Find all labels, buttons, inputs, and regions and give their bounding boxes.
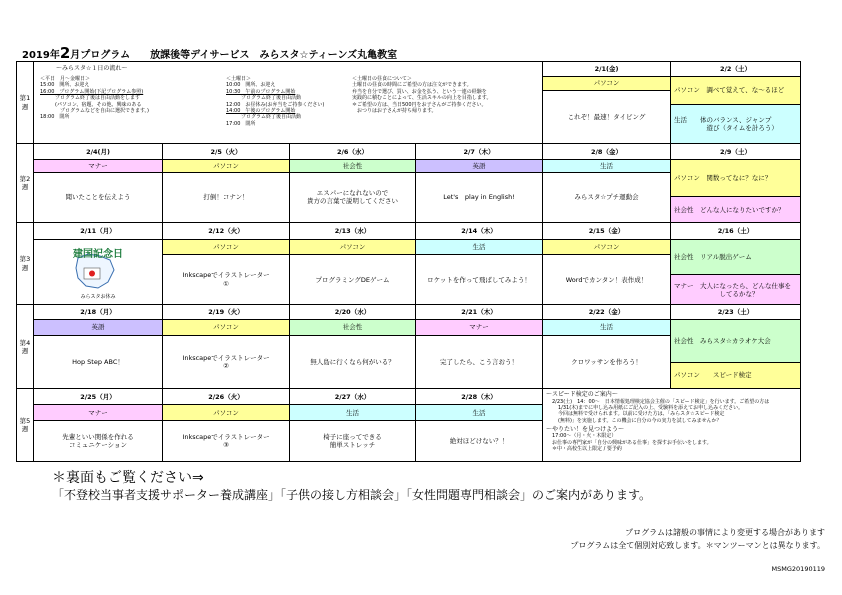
weekday-schedule: ＜平日 月～金曜日＞ 15:00 開所、お迎え 16:00 プログラム開始(下記プログラム参照) プログラム終了後は自由活動をします (パソコン、宿題、その他、興味のある プログラムなどを自由に選択できます。) 18:00 閉所 [40, 76, 150, 121]
category-2-20: 社会性 [290, 320, 416, 336]
activity-2-6: エスパーになれないので 貴方の言葉で説明してください [290, 172, 416, 222]
week-label-2: 第2週 [17, 144, 34, 223]
saturday-am-2-16: 社会性 リアル脱出ゲーム [671, 240, 801, 275]
category-2-12: パソコン [163, 240, 290, 255]
back-page-note: ＊裏面もご覧ください⇒ [52, 470, 204, 486]
category-2-15: パソコン [543, 240, 671, 255]
category-2-6: 社会性 [290, 160, 416, 173]
activity-2-26: Inkscapeでイラストレーター ③ [163, 421, 290, 462]
date-2-20: 2/20（水） [290, 305, 416, 320]
activity-2-4: 聞いたことを伝えよう [34, 172, 163, 222]
date-2-2: 2/2（土） [671, 62, 801, 77]
saturday-pm-2-9: 社会性 どんな人になりたいですか？ [671, 197, 801, 223]
activity-2-13: プログラミングDEゲーム [290, 255, 416, 305]
date-2-9: 2/9（土） [671, 144, 801, 160]
document-code: MSMG20190119 [771, 565, 825, 573]
footer-notice-2: プログラムは全て個別対応致します。＊マンツーマンとは異なります。 [570, 541, 825, 550]
category-2-4: マナー [34, 160, 163, 173]
activity-2-25: 先輩といい関係を作れる コミュニケーション [34, 421, 163, 462]
week-label-4: 第4週 [17, 305, 34, 389]
category-2-18: 英語 [34, 320, 163, 336]
category-2-13: パソコン [290, 240, 416, 255]
category-2-19: パソコン [163, 320, 290, 336]
flow-title: ～みらスタ☆１日の流れ～ [56, 65, 128, 72]
saturday-am-2-2: パソコン 調べて覚えて、な～るほど [671, 76, 801, 104]
date-2-27: 2/27（水） [290, 389, 416, 405]
date-2-25: 2/25（月） [34, 389, 163, 405]
activity-2-18: Hop Step ABC！ [34, 336, 163, 389]
date-2-4: 2/4(月) [34, 144, 163, 160]
activity-2-12: Inkscapeでイラストレーター ① [163, 255, 290, 305]
category-2-8: 生活 [543, 160, 671, 173]
activity-2-15: Wordでカンタン！表作成！ [543, 255, 671, 305]
category-2-27: 生活 [290, 405, 416, 421]
week-label-1: 第1週 [17, 62, 34, 144]
category-2-1: パソコン [543, 76, 671, 90]
date-2-26: 2/26（火） [163, 389, 290, 405]
saturday-am-2-23: 社会性 みらスタ☆カラオケ大会 [671, 320, 801, 363]
yaritai-title: ～やりたい！を見つけよう～ [546, 425, 625, 433]
week-label-5: 第5週 [17, 389, 34, 462]
date-2-19: 2/19（火） [163, 305, 290, 320]
category-2-25: マナー [34, 405, 163, 421]
category-2-22: 生活 [543, 320, 671, 336]
title-facility: みらスタ☆ティーンズ丸亀教室 [259, 50, 398, 61]
holiday-illustration [68, 244, 128, 294]
date-2-22: 2/22（金） [543, 305, 671, 320]
speed-test-title: ～スピード検定のご案内～ [546, 391, 618, 399]
category-2-14: 生活 [416, 240, 543, 255]
date-2-1: 2/1(金) [543, 62, 671, 77]
activity-2-28: 絶対ほどけない？！ [416, 421, 543, 462]
date-2-21: 2/21（木） [416, 305, 543, 320]
date-2-6: 2/6（水） [290, 144, 416, 160]
category-2-7: 英語 [416, 160, 543, 173]
title-year: 2019年 [22, 50, 60, 61]
saturday-pm-2-16: マナー 大人になったら、どんな仕事を してるかな？ [671, 275, 801, 305]
date-2-13: 2/13（水） [290, 223, 416, 240]
date-2-15: 2/15（金） [543, 223, 671, 240]
activity-2-8: みらスタ☆プチ運動会 [543, 172, 671, 222]
category-2-5: パソコン [163, 160, 290, 173]
activity-2-27: 椅子に座ってできる 簡単ストレッチ [290, 421, 416, 462]
holiday-name: 建国記念日 [73, 248, 123, 260]
activity-2-7: Let's play in English! [416, 172, 543, 222]
activity-2-22: クロワッサンを作ろう！ [543, 336, 671, 389]
saturday-pm-2-23: パソコン スピード検定 [671, 362, 801, 389]
date-2-8: 2/8（金） [543, 144, 671, 160]
date-2-23: 2/23（土） [671, 305, 801, 320]
footer-notice-1: プログラムは諸般の事情により変更する場合があります [625, 528, 825, 537]
seminar-note: 「不登校当事者支援サポーター養成講座」「子供の接し方相談会」「女性問題専門相談会」のご案内があります。 [52, 488, 652, 502]
program-calendar [16, 61, 801, 462]
flag-sun-icon [89, 270, 95, 276]
activity-2-19: Inkscapeでイラストレーター ② [163, 336, 290, 389]
activity-2-14: ロケットを作って飛ばしてみよう！ [416, 255, 543, 305]
saturday-lunch-info: ＜土曜日の昼食について＞ 土曜日の昼食の時間にご希望の方は注文ができます。 弁当を自分で選び、買い、お金を払う、という一連の経験を 実践的に積むことによって、生活スキルの向上を目指します。 ＊ご希望の方は、当日500円をお子さんがご持参ください。 おつりはお子さんが持ち帰ります。 [352, 76, 492, 114]
activity-2-21: 完了したら、こう言おう！ [416, 336, 543, 389]
category-2-26: パソコン [163, 405, 290, 421]
saturday-schedule: ＜土曜日＞ 10:00 開所、お迎え 10:30 午前のプログラム開始 プログラム終了後自由活動 12:00 お昼休み(お弁当をご持参ください) 14:00 午後のプログラム開始 プログラム終了後自由活動 17:00 閉所 [226, 76, 325, 127]
holiday-caption: みらスタお休み [80, 293, 116, 300]
holiday-2-11 [34, 240, 163, 305]
week-label-3: 第3週 [17, 223, 34, 305]
category-2-28: 生活 [416, 405, 543, 421]
activity-2-20: 無人島に行くなら何がいる？ [290, 336, 416, 389]
date-2-11: 2/11（月） [34, 223, 163, 240]
title-month: 2 [59, 44, 71, 62]
category-2-21: マナー [416, 320, 543, 336]
activity-2-5: 打倒！コナン！ [163, 172, 290, 222]
activity-2-1: これぞ！最速！タイピング [543, 90, 671, 143]
date-2-28: 2/28（木） [416, 389, 543, 405]
saturday-pm-2-2: 生活 体のバランス、ジャンプ 遊び（タイムを計ろう） [671, 104, 801, 143]
saturday-am-2-9: パソコン 関数ってなに？なに？ [671, 160, 801, 197]
date-2-5: 2/5（火） [163, 144, 290, 160]
daily-flow-info [34, 62, 543, 144]
title-service: 放課後等デイサービス [150, 50, 250, 61]
date-2-16: 2/16（土） [671, 223, 801, 240]
date-2-7: 2/7（木） [416, 144, 543, 160]
date-2-18: 2/18（月） [34, 305, 163, 320]
speed-test-notice: ～スピード検定のご案内～ 2/23(土) 14：00～ 日本情報処理検定協会主催の「スピード検定」を行います。ご希望の方は 1/31(木)までに申し込み用紙にご記入の上、受験料を添えてお申し込みください。 今回は無料で受けられます。以前に受けた方は、「みらスタ☆スピード検定 (無料)」を実施します。この機会に自分の今の実力を試してみませんか？ ～やりたい！を見つけよう～ 17:00～（月・火・木限定） お仕事の専門家が「自分の興味がある仕事」を探すお手伝いをします。 ＊中・高校生以上限定 / 要予約 [543, 389, 801, 462]
title-program: 月プログラム [70, 50, 131, 61]
date-2-14: 2/14（木） [416, 223, 543, 240]
date-2-12: 2/12（火） [163, 223, 290, 240]
page-title [22, 44, 397, 62]
